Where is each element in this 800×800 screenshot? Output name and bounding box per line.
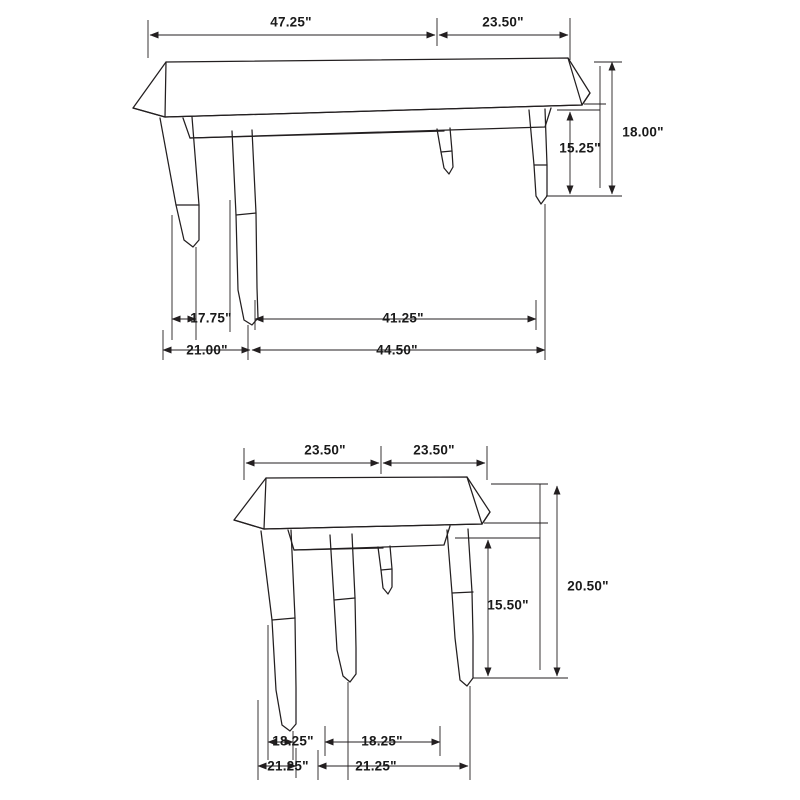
dim-end-foot-width: 18.25" — [361, 733, 403, 749]
dim-dining-foot-width: 41.25" — [382, 310, 424, 326]
dim-end-base-width: 21.25" — [355, 758, 397, 774]
dim-dining-top-left-width: 47.25" — [270, 14, 312, 30]
dim-dining-foot-depth: 17.75" — [190, 310, 232, 326]
end-table-dimension-lines — [244, 446, 568, 780]
dim-end-top-right-width: 23.50" — [413, 442, 455, 458]
dim-dining-overall-height: 18.00" — [622, 124, 664, 140]
dim-end-overall-height: 20.50" — [567, 578, 609, 594]
dim-dining-base-depth: 21.00" — [186, 342, 228, 358]
dim-end-top-left-width: 23.50" — [304, 442, 346, 458]
dim-dining-apron-height: 15.25" — [559, 140, 601, 156]
dim-dining-top-right-width: 23.50" — [482, 14, 524, 30]
dim-end-foot-depth: 18.25" — [272, 733, 314, 749]
dim-dining-base-width: 44.50" — [376, 342, 418, 358]
end-table-drawing — [234, 477, 490, 731]
dining-table-dimension-lines — [148, 18, 622, 360]
dining-table-drawing — [133, 58, 590, 325]
dim-end-apron-height: 15.50" — [487, 597, 529, 613]
dim-end-base-depth: 21.25" — [267, 758, 309, 774]
